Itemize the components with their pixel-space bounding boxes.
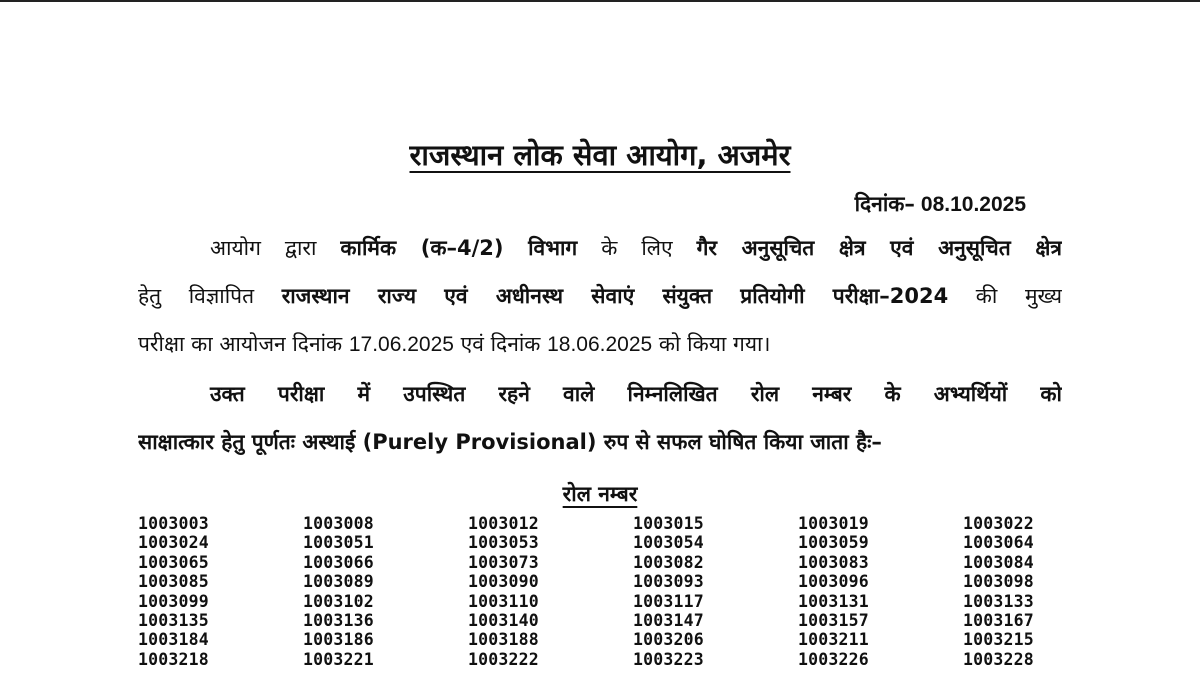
roll-number-heading: रोल नम्बर	[562, 482, 638, 506]
roll-number-cell: 1003084	[963, 552, 1034, 572]
text-segment: हेतु विज्ञापित	[138, 284, 282, 308]
paragraph-1-line-3	[138, 320, 1062, 368]
notice-paragraph-2	[138, 370, 1062, 466]
roll-number-cell: 1003226	[798, 649, 869, 669]
roll-number-cell: 1003184	[138, 630, 209, 650]
roll-number-cell: 1003102	[303, 591, 374, 611]
roll-number-cell: 1003136	[303, 610, 374, 630]
exam-date-2: 18.06.2025	[547, 333, 653, 356]
roll-number-cell: 1003085	[138, 572, 209, 592]
roll-number-cell: 1003066	[303, 552, 374, 572]
text-segment: को किया गया।	[652, 332, 771, 356]
roll-number-cell: 1003215	[963, 630, 1034, 650]
roll-number-cell: 1003082	[633, 552, 704, 572]
roll-number-cell: 1003098	[963, 572, 1034, 592]
paragraph-2-line-1: उक्त परीक्षा में उपस्थित रहने वाले निम्नलिखित रोल नम्बर के अभ्यर्थियों को	[210, 382, 1062, 406]
text-segment: आयोग द्वारा	[210, 236, 341, 260]
roll-number-cell: 1003073	[468, 552, 539, 572]
roll-number-cell: 1003015	[633, 514, 704, 533]
exam-date-1: 17.06.2025	[348, 333, 454, 356]
roll-number-cell: 1003133	[963, 591, 1034, 611]
roll-number-cell: 1003008	[303, 514, 374, 533]
area-category: गैर अनुसूचित क्षेत्र एवं अनुसूचित क्षेत्र	[696, 236, 1062, 260]
roll-number-cell: 1003140	[468, 610, 539, 630]
roll-number-cell: 1003090	[468, 572, 539, 592]
roll-number-cell: 1003222	[468, 649, 539, 669]
roll-number-cell: 1003157	[798, 610, 869, 630]
roll-number-cell: 1003064	[963, 533, 1034, 553]
roll-number-cell: 1003089	[303, 572, 374, 592]
roll-number-cell: 1003206	[633, 630, 704, 650]
paragraph-1-line-2	[138, 272, 1062, 320]
roll-number-table	[138, 514, 1058, 669]
roll-number-cell: 1003022	[963, 514, 1034, 533]
roll-number-cell: 1003221	[303, 649, 374, 669]
notice-paragraph-1	[138, 224, 1062, 368]
roll-number-cell: 1003188	[468, 630, 539, 650]
roll-number-cell: 1003096	[798, 572, 869, 592]
paragraph-1-line-1	[138, 224, 1062, 272]
date-line	[855, 190, 1026, 218]
roll-number-cell: 1003147	[633, 610, 704, 630]
department-name: कार्मिक (क–4/2) विभाग	[340, 236, 578, 260]
roll-number-cell: 1003135	[138, 610, 209, 630]
roll-number-cell: 1003110	[468, 591, 539, 611]
top-border-line	[0, 0, 1200, 2]
roll-number-cell: 1003054	[633, 533, 704, 553]
roll-number-cell: 1003223	[633, 649, 704, 669]
roll-number-cell: 1003012	[468, 514, 539, 533]
roll-number-cell: 1003117	[633, 591, 704, 611]
roll-number-cell: 1003019	[798, 514, 869, 533]
roll-number-cell: 1003228	[963, 649, 1034, 669]
text-segment: परीक्षा का आयोजन दिनांक	[138, 332, 349, 356]
paragraph-2-line-2: साक्षात्कार हेतु पूर्णतः अस्थाई (Purely Provisional) रुप से सफल घोषित किया जाता हैः–	[138, 430, 882, 454]
roll-number-cell: 1003003	[138, 514, 209, 533]
text-segment: के लिए	[577, 236, 697, 260]
exam-name: राजस्थान राज्य एवं अधीनस्थ सेवाएं संयुक्त प्रतियोगी परीक्षा–2024	[281, 284, 949, 308]
text-segment: की मुख्य	[948, 284, 1062, 308]
roll-number-cell: 1003093	[633, 572, 704, 592]
roll-number-cell: 1003167	[963, 610, 1034, 630]
roll-number-cell: 1003131	[798, 591, 869, 611]
roll-number-cell: 1003099	[138, 591, 209, 611]
roll-number-cell: 1003083	[798, 552, 869, 572]
date-value: 08.10.2025	[920, 193, 1026, 216]
document-title: राजस्थान लोक सेवा आयोग, अजमेर	[409, 138, 791, 172]
roll-number-cell: 1003211	[798, 630, 869, 650]
roll-number-cell: 1003059	[798, 533, 869, 553]
roll-number-cell: 1003218	[138, 649, 209, 669]
text-segment: एवं दिनांक	[453, 332, 548, 356]
roll-number-cell: 1003065	[138, 552, 209, 572]
roll-number-cell: 1003053	[468, 533, 539, 553]
roll-number-cell: 1003051	[303, 533, 374, 553]
roll-number-cell: 1003186	[303, 630, 374, 650]
date-label: दिनांक–	[854, 192, 915, 216]
roll-number-cell: 1003024	[138, 533, 209, 553]
